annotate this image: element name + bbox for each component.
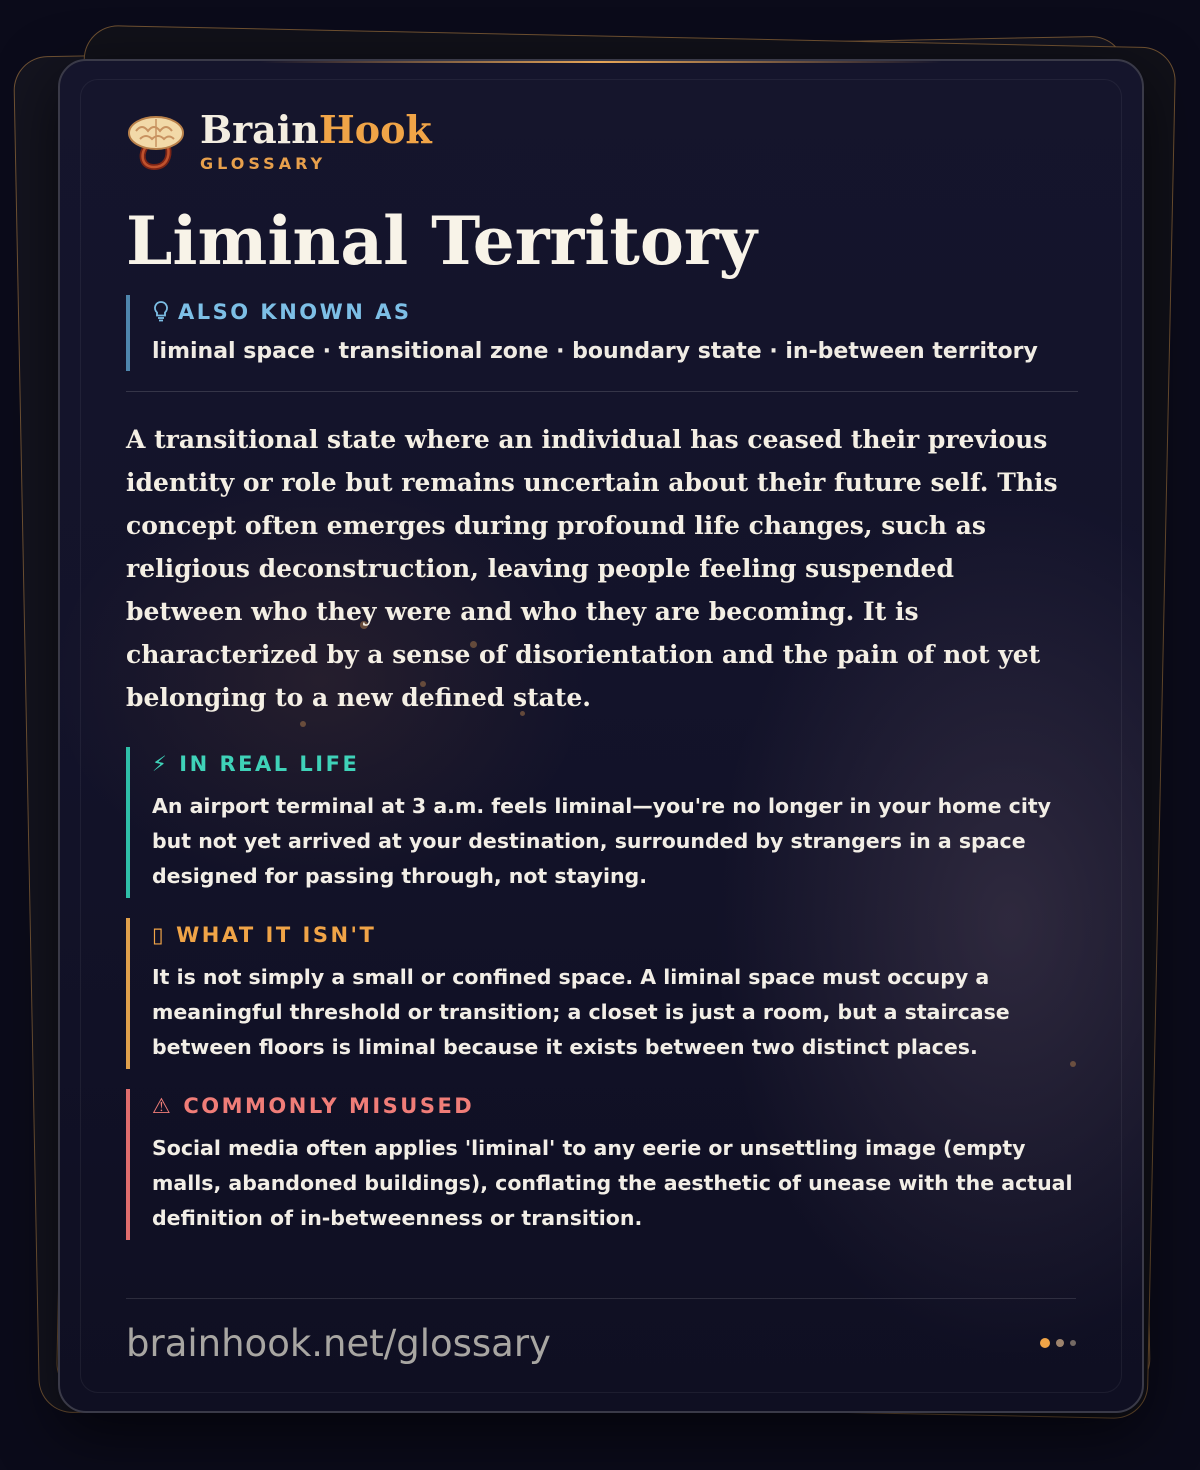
lightbulb-icon [152,300,170,322]
warning-icon: ⚠ [152,1094,174,1118]
commonly-misused-section [126,1089,1078,1240]
page-dot [1070,1340,1076,1346]
brain-hook-icon [126,111,186,171]
missing-glyph-icon: ▯ [152,923,167,947]
page-dot-active [1040,1338,1050,1348]
section-header [152,1091,1078,1121]
brand-name-part1: Brain [200,106,319,152]
in-real-life-section [126,747,1078,898]
brand-name-part2: Hook [318,106,432,152]
brand-name [200,106,432,152]
section-header [152,749,1078,779]
lightning-icon: ⚡ [152,752,170,776]
divider [126,391,1078,392]
section-label: WHAT IT ISN'T [176,923,377,947]
glossary-card [58,59,1144,1413]
section-text: Social media often applies 'liminal' to any eerie or unsettling image (empty malls, abandoned buildings), conflating the aesthetic of unease with the actual definition of in-betweenness or transition. [152,1136,1073,1230]
footer-divider [126,1298,1076,1299]
also-known-as-header [152,297,1078,327]
section-text: It is not simply a small or confined space. A liminal space must occupy a meaningful threshold or transition; a closet is just a room, but a staircase between floors is liminal because it exists between two distinct places. [152,965,1010,1059]
section-label: IN REAL LIFE [179,752,360,776]
page-indicator [1034,1338,1076,1348]
also-known-as-label: ALSO KNOWN AS [178,300,412,324]
also-known-as-text: liminal space · transitional zone · boundary state · in-between territory [152,339,1038,364]
footer-url[interactable]: brainhook.net/glossary [126,1322,551,1365]
definition-text: A transitional state where an individual has ceased their previous identity or role but remains uncertain about their future self. This concept often emerges during profound life changes, such as religious deconstruction, leaving people feeling suspended between who they were and who they are becoming. It is characterized by a sense of disorientation and the pain of not yet belonging to a new defined state. [126,425,1058,712]
section-text: An airport terminal at 3 a.m. feels liminal—you're no longer in your home city but not yet arrived at your destination, surrounded by strangers in a space designed for passing through, not staying. [152,794,1052,888]
also-known-as-block [126,295,1078,371]
section-label: COMMONLY MISUSED [183,1094,475,1118]
section-header [152,920,1078,950]
what-it-isnt-section [126,918,1078,1069]
page-dot [1056,1339,1064,1347]
brand-logo [126,105,1078,177]
term-title: Liminal Territory [126,202,757,280]
brand-subtitle: GLOSSARY [200,153,327,173]
